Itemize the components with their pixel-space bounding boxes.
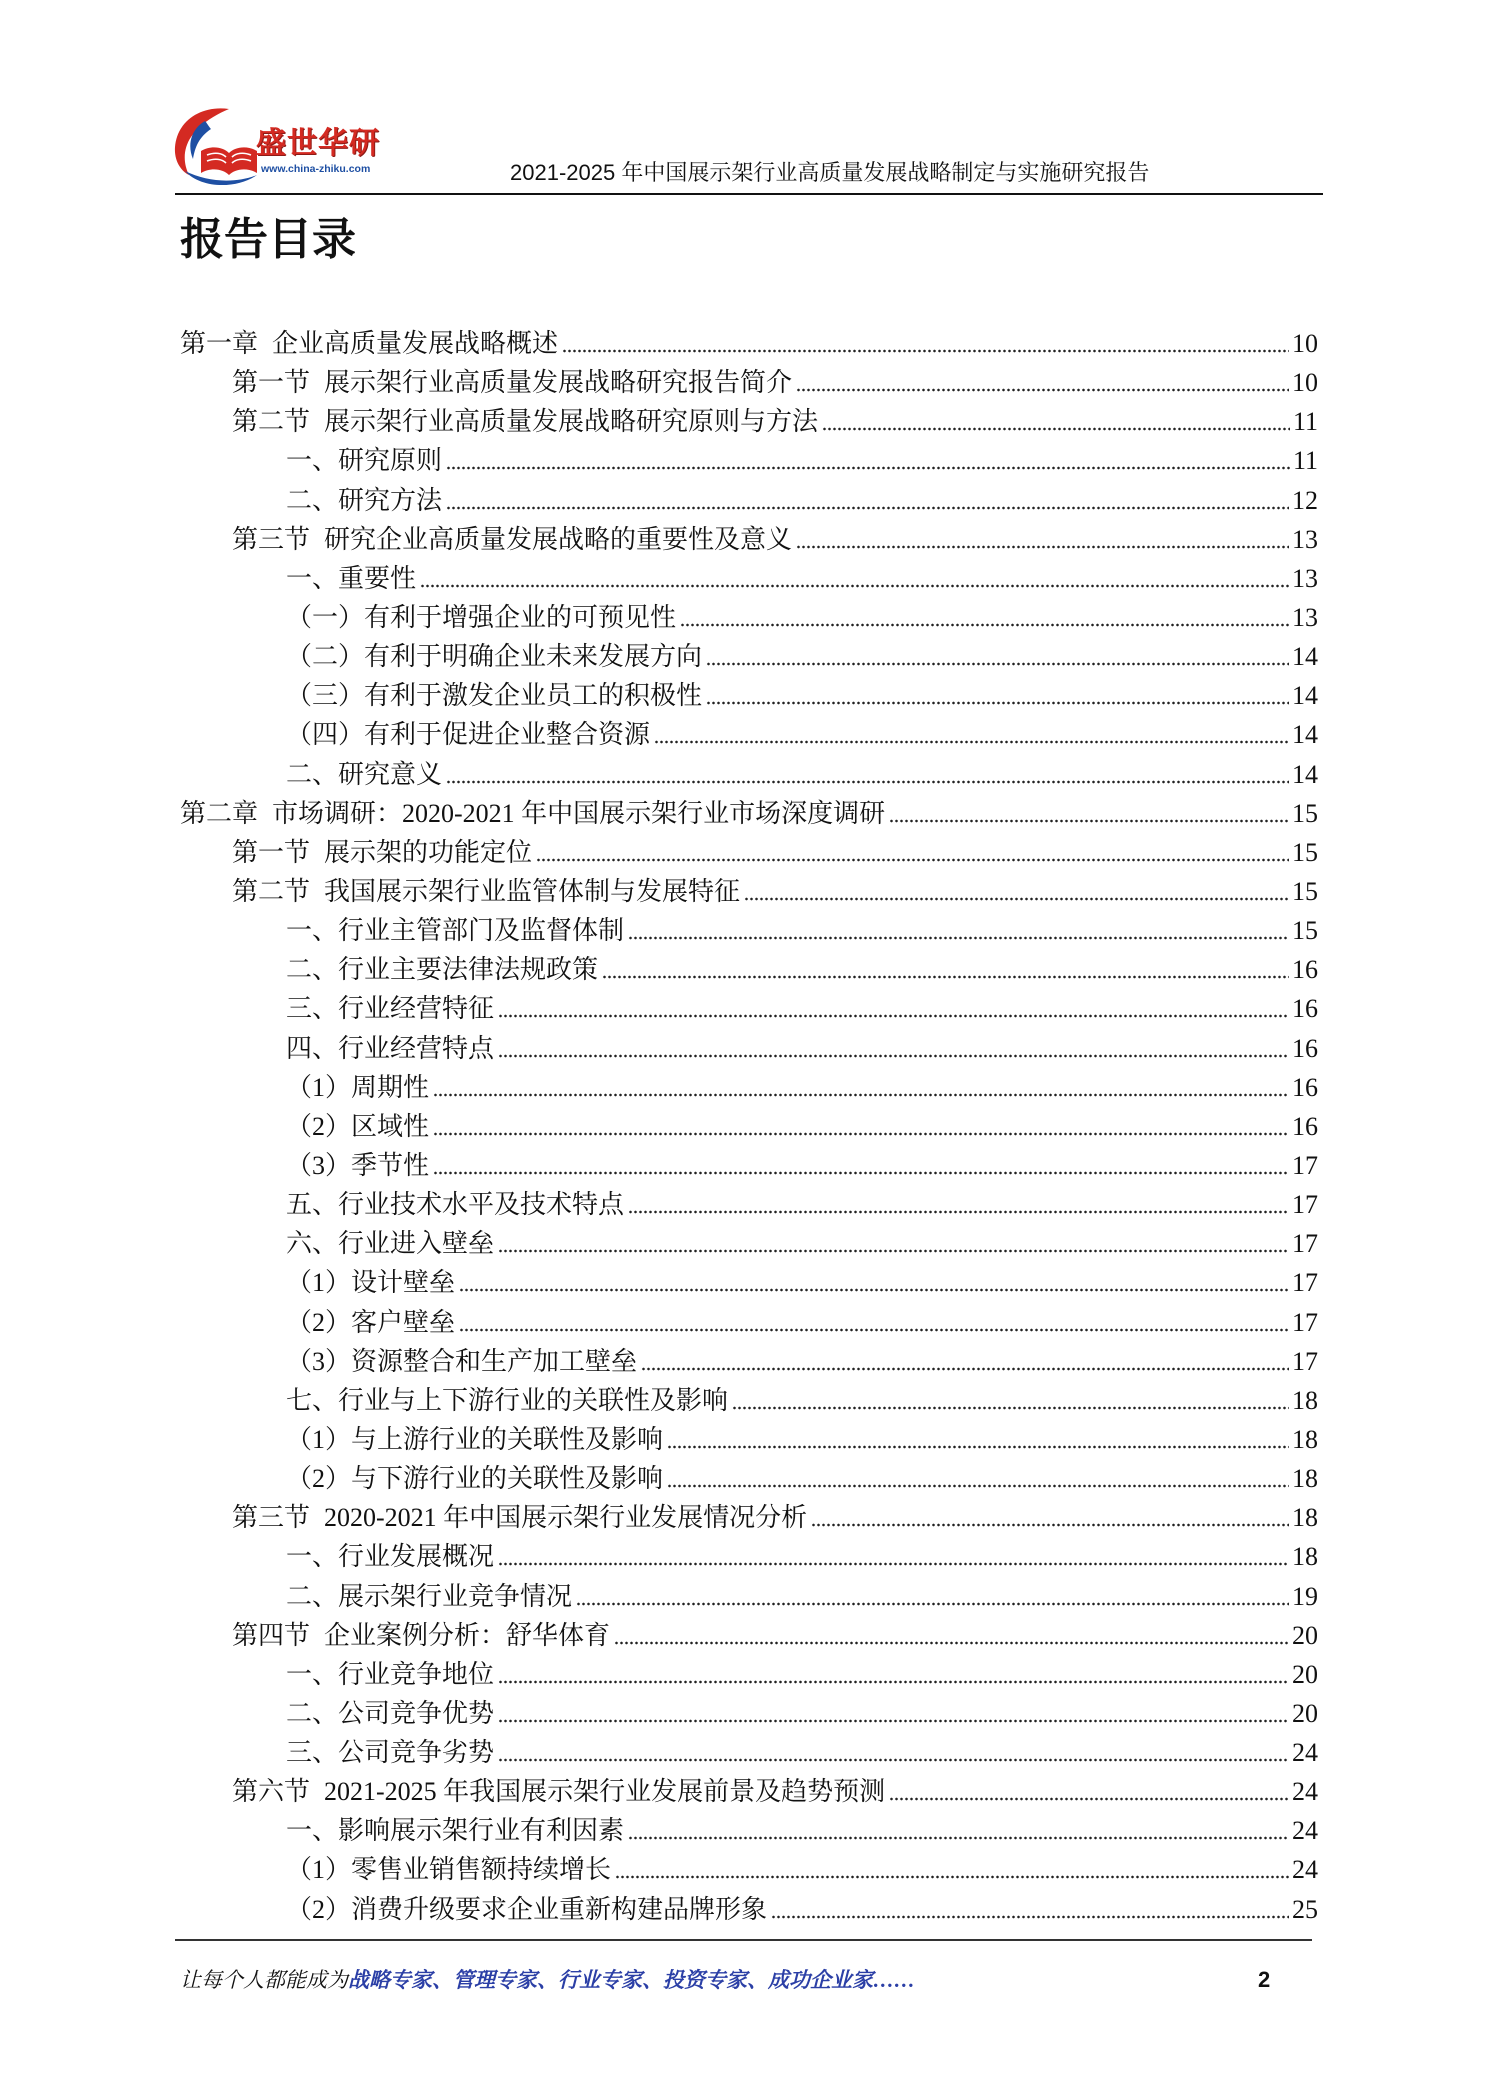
- dot-leader: [498, 1733, 1289, 1772]
- dot-leader: [667, 1420, 1289, 1459]
- toc-page-number: 20: [1292, 1620, 1318, 1650]
- toc-item-title: 二、研究方法: [286, 485, 443, 515]
- toc-subitem[interactable]: [180, 1342, 1318, 1381]
- toc-page-number: 10: [1292, 329, 1318, 358]
- toc-page-number: 16: [1292, 994, 1318, 1024]
- toc-page-number: 15: [1292, 837, 1318, 867]
- toc-subitem-title: （2）客户壁垒: [286, 1307, 456, 1337]
- toc-page-number: 15: [1292, 876, 1318, 906]
- dot-leader: [615, 1850, 1289, 1889]
- toc-section-number: 第三节: [232, 1503, 311, 1533]
- toc-item-title: 四、行业经营特点: [286, 1033, 495, 1063]
- dot-leader: [889, 794, 1289, 833]
- dot-leader: [706, 676, 1289, 715]
- toc-item-title: 二、行业主要法律法规政策: [286, 955, 599, 985]
- dot-leader: [628, 911, 1289, 950]
- toc-item[interactable]: [180, 950, 1318, 989]
- brand-logo-icon: [171, 105, 259, 186]
- dot-leader: [446, 441, 1290, 480]
- toc-section-number: 第二节: [232, 876, 311, 906]
- dot-leader: [459, 1303, 1289, 1342]
- toc-subitem-title: （1）与上游行业的关联性及影响: [286, 1424, 664, 1454]
- toc-section[interactable]: [180, 520, 1318, 559]
- toc-item-title: 一、行业发展概况: [286, 1542, 495, 1572]
- toc-subitem[interactable]: [180, 1303, 1318, 1342]
- dot-leader: [446, 755, 1289, 794]
- toc-item-title: 二、研究意义: [286, 759, 443, 789]
- toc-item[interactable]: [180, 1577, 1318, 1616]
- toc-item-title: 六、行业进入壁垒: [286, 1229, 495, 1259]
- page-title: 报告目录: [180, 215, 356, 264]
- toc-subitem-title: （2）消费升级要求企业重新构建品牌形象: [286, 1894, 768, 1924]
- dot-leader: [667, 1459, 1289, 1498]
- toc-subitem[interactable]: [180, 598, 1318, 637]
- toc-item-title: 一、研究原则: [286, 446, 443, 476]
- toc-chapter[interactable]: [180, 324, 1318, 363]
- toc-item[interactable]: [180, 1185, 1318, 1224]
- toc-page-number: 24: [1292, 1738, 1318, 1768]
- toc-page-number: 16: [1292, 1072, 1318, 1102]
- toc-page-number: 19: [1292, 1581, 1318, 1611]
- toc-section-number: 第一节: [232, 368, 311, 398]
- toc-subitem[interactable]: [180, 1459, 1318, 1498]
- toc-item[interactable]: [180, 441, 1318, 480]
- toc-subitem[interactable]: [180, 1068, 1318, 1107]
- dot-leader: [498, 1224, 1289, 1263]
- toc-page-number: 24: [1292, 1777, 1318, 1807]
- toc-page-number: 18: [1292, 1464, 1318, 1494]
- dot-leader: [706, 637, 1289, 676]
- dot-leader: [744, 872, 1289, 911]
- toc-item-title: 一、影响展示架行业有利因素: [286, 1816, 625, 1846]
- dot-leader: [614, 1616, 1289, 1655]
- toc-item[interactable]: [180, 911, 1318, 950]
- dot-leader: [822, 402, 1290, 441]
- dot-leader: [732, 1381, 1289, 1420]
- toc-page-number: 13: [1292, 602, 1318, 632]
- toc-page-number: 24: [1292, 1855, 1318, 1885]
- toc-chapter-number: 第二章: [180, 798, 259, 828]
- toc-section-title: 企业案例分析：舒华体育: [324, 1620, 611, 1650]
- dot-leader: [796, 363, 1289, 402]
- dot-leader: [641, 1342, 1289, 1381]
- dot-leader: [433, 1146, 1289, 1185]
- dot-leader: [796, 520, 1289, 559]
- toc-page-number: 20: [1292, 1659, 1318, 1689]
- toc-subitem-title: （二）有利于明确企业未来发展方向: [286, 642, 703, 672]
- toc-item-title: 一、行业竞争地位: [286, 1659, 495, 1689]
- toc-section-number: 第三节: [232, 524, 311, 554]
- dot-leader: [433, 1068, 1289, 1107]
- toc-page-number: 16: [1292, 955, 1318, 985]
- toc-page-number: 24: [1292, 1816, 1318, 1846]
- toc-page-number: 13: [1292, 563, 1318, 593]
- dot-leader: [811, 1498, 1289, 1537]
- toc-page-number: 14: [1292, 681, 1318, 711]
- toc-section-number: 第六节: [232, 1777, 311, 1807]
- toc-page-number: 17: [1292, 1190, 1318, 1220]
- dot-leader: [498, 1029, 1289, 1068]
- toc-page-number: 15: [1292, 916, 1318, 946]
- toc-subitem-title: （3）季节性: [286, 1150, 430, 1180]
- dot-leader: [498, 1694, 1289, 1733]
- dot-leader: [680, 598, 1289, 637]
- report-title: 2021-2025 年中国展示架行业高质量发展战略制定与实施研究报告: [510, 160, 1150, 185]
- toc-section[interactable]: [180, 402, 1318, 441]
- toc-page-number: 25: [1292, 1894, 1318, 1924]
- toc-item[interactable]: [180, 989, 1318, 1028]
- toc-item-title: 七、行业与上下游行业的关联性及影响: [286, 1385, 729, 1415]
- toc-page-number: 20: [1292, 1698, 1318, 1728]
- brand-url: www.china-zhiku.com: [261, 163, 371, 175]
- toc-chapter-number: 第一章: [180, 329, 259, 358]
- toc-item[interactable]: [180, 1224, 1318, 1263]
- toc-section-number: 第一节: [232, 837, 311, 867]
- toc-subitem-title: （1）周期性: [286, 1072, 430, 1102]
- toc-section-title: 2021-2025 年我国展示架行业发展前景及趋势预测: [324, 1777, 886, 1807]
- toc-subitem-title: （三）有利于激发企业员工的积极性: [286, 681, 703, 711]
- brand-name: 盛世华研: [256, 127, 380, 160]
- toc-item-title: 三、行业经营特征: [286, 994, 495, 1024]
- toc-page-number: 12: [1292, 485, 1318, 515]
- dot-leader: [433, 1107, 1289, 1146]
- toc-item-title: 五、行业技术水平及技术特点: [286, 1190, 625, 1220]
- toc-page-number: 18: [1292, 1385, 1318, 1415]
- dot-leader: [628, 1185, 1289, 1224]
- header-divider: [175, 193, 1323, 195]
- toc-page-number: 10: [1292, 368, 1318, 398]
- toc-page-number: 14: [1292, 720, 1318, 750]
- toc-subitem[interactable]: [180, 1890, 1318, 1929]
- dot-leader: [654, 715, 1289, 754]
- toc-subitem[interactable]: [180, 676, 1318, 715]
- dot-leader: [446, 481, 1289, 520]
- toc-section-number: 第二节: [232, 407, 311, 437]
- toc-section-number: 第四节: [232, 1620, 311, 1650]
- toc-subitem-title: （1）设计壁垒: [286, 1268, 456, 1298]
- toc-subitem-title: （2）与下游行业的关联性及影响: [286, 1464, 664, 1494]
- dot-leader: [498, 1537, 1289, 1576]
- toc-subitem-title: （一）有利于增强企业的可预见性: [286, 602, 677, 632]
- toc-section[interactable]: [180, 363, 1318, 402]
- toc-page-number: 16: [1292, 1111, 1318, 1141]
- dot-leader: [889, 1772, 1289, 1811]
- toc-page-number: 17: [1292, 1346, 1318, 1376]
- footer-divider: [175, 1939, 1312, 1941]
- toc-item[interactable]: [180, 1655, 1318, 1694]
- toc-item[interactable]: [180, 559, 1318, 598]
- toc-page-number: 11: [1292, 407, 1318, 437]
- dot-leader: [498, 989, 1289, 1028]
- toc-subitem[interactable]: [180, 1850, 1318, 1889]
- toc-page-number: 17: [1292, 1229, 1318, 1259]
- dot-leader: [576, 1577, 1289, 1616]
- toc-item[interactable]: [180, 1381, 1318, 1420]
- toc-chapter-title: 市场调研：2020-2021 年中国展示架行业市场深度调研: [272, 798, 886, 828]
- toc-subitem-title: （1）零售业销售额持续增长: [286, 1855, 612, 1885]
- toc-page-number: 15: [1292, 798, 1318, 828]
- toc-page-number: 11: [1292, 446, 1318, 476]
- footer-slogan: [180, 1966, 915, 1994]
- toc-subitem-title: （2）区域性: [286, 1111, 430, 1141]
- toc-item[interactable]: [180, 1694, 1318, 1733]
- toc-item[interactable]: [180, 1811, 1318, 1850]
- toc-section[interactable]: [180, 1498, 1318, 1537]
- toc-item-title: 二、展示架行业竞争情况: [286, 1581, 573, 1611]
- toc-page-number: 14: [1292, 642, 1318, 672]
- toc-page-number: 17: [1292, 1307, 1318, 1337]
- toc-page-number: 14: [1292, 759, 1318, 789]
- toc-section-title: 展示架的功能定位: [324, 837, 533, 867]
- dot-leader: [562, 324, 1289, 363]
- toc-section-title: 我国展示架行业监管体制与发展特征: [324, 876, 741, 906]
- dot-leader: [498, 1655, 1289, 1694]
- toc-section[interactable]: [180, 1616, 1318, 1655]
- toc-item[interactable]: [180, 1537, 1318, 1576]
- toc-subitem[interactable]: [180, 1420, 1318, 1459]
- dot-leader: [771, 1890, 1289, 1929]
- toc-page-number: 16: [1292, 1033, 1318, 1063]
- toc-subitem[interactable]: [180, 637, 1318, 676]
- footer-slogan-prefix: 让每个人都能成为: [180, 1968, 348, 1992]
- toc-section-title: 研究企业高质量发展战略的重要性及意义: [324, 524, 793, 554]
- toc-item[interactable]: [180, 1733, 1318, 1772]
- toc-item-title: 一、行业主管部门及监督体制: [286, 916, 625, 946]
- toc-page-number: 17: [1292, 1268, 1318, 1298]
- toc-subitem[interactable]: [180, 1107, 1318, 1146]
- toc-page-number: 13: [1292, 524, 1318, 554]
- page-number: 2: [1258, 1967, 1271, 1992]
- dot-leader: [628, 1811, 1289, 1850]
- toc-subitem-title: （3）资源整合和生产加工壁垒: [286, 1346, 638, 1376]
- toc-chapter-title: 企业高质量发展战略概述: [272, 329, 559, 358]
- toc-item-title: 三、公司竞争劣势: [286, 1738, 495, 1768]
- toc-section-title: 2020-2021 年中国展示架行业发展情况分析: [324, 1503, 808, 1533]
- footer-slogan-highlight: 战略专家、管理专家、行业专家、投资专家、成功企业家……: [348, 1968, 915, 1992]
- toc-page-number: 17: [1292, 1150, 1318, 1180]
- dot-leader: [420, 559, 1289, 598]
- toc-item[interactable]: [180, 481, 1318, 520]
- toc-page-number: 18: [1292, 1424, 1318, 1454]
- toc-section[interactable]: [180, 833, 1318, 872]
- toc-section-title: 展示架行业高质量发展战略研究报告简介: [324, 368, 793, 398]
- dot-leader: [602, 950, 1289, 989]
- toc-item[interactable]: [180, 755, 1318, 794]
- dot-leader: [536, 833, 1289, 872]
- toc-page-number: 18: [1292, 1542, 1318, 1572]
- toc-item[interactable]: [180, 1029, 1318, 1068]
- toc-subitem[interactable]: [180, 715, 1318, 754]
- table-of-contents: [180, 324, 1318, 1929]
- toc-item-title: 一、重要性: [286, 563, 417, 593]
- dot-leader: [459, 1263, 1289, 1302]
- toc-chapter[interactable]: [180, 794, 1318, 833]
- toc-subitem[interactable]: [180, 1263, 1318, 1302]
- toc-subitem[interactable]: [180, 1146, 1318, 1185]
- toc-page-number: 18: [1292, 1503, 1318, 1533]
- toc-section[interactable]: [180, 872, 1318, 911]
- toc-subitem-title: （四）有利于促进企业整合资源: [286, 720, 651, 750]
- toc-section-title: 展示架行业高质量发展战略研究原则与方法: [324, 407, 819, 437]
- toc-section[interactable]: [180, 1772, 1318, 1811]
- toc-item-title: 二、公司竞争优势: [286, 1698, 495, 1728]
